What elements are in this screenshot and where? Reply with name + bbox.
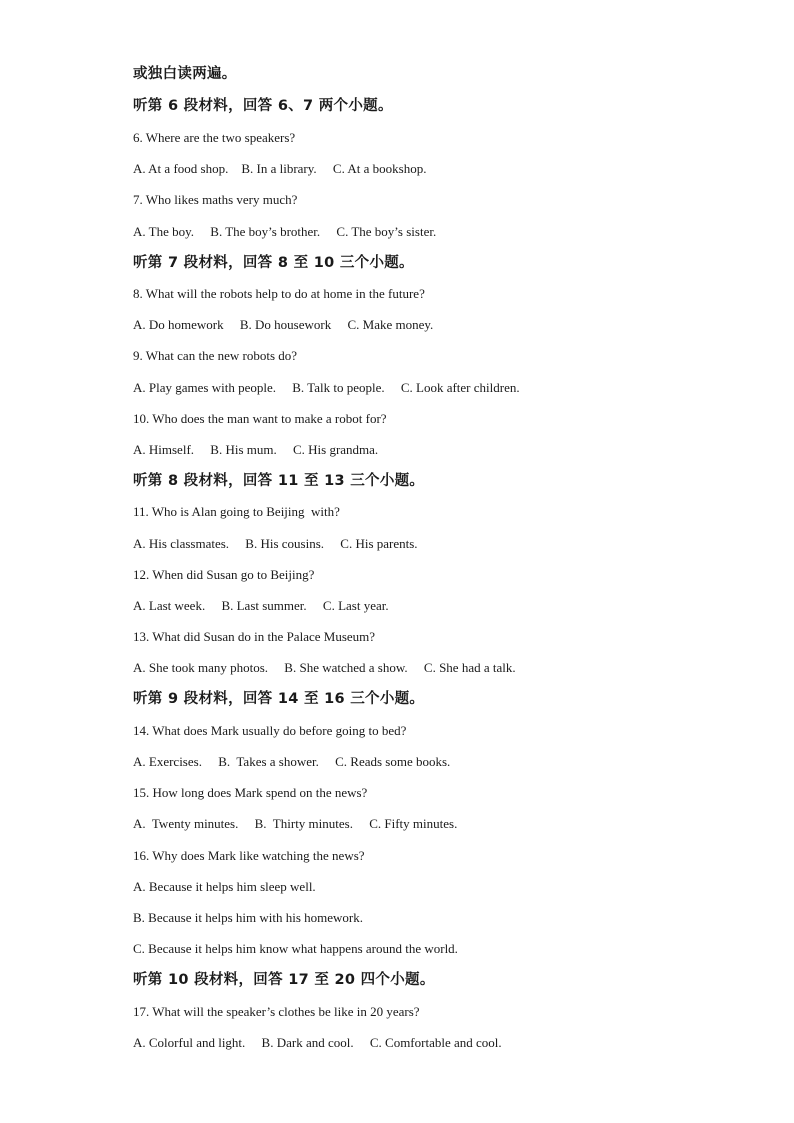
options-17: A. Colorful and light. B. Dark and cool. C. Comfortable and cool.	[133, 1035, 502, 1050]
options-12: A. Last week. B. Last summer. C. Last year.	[133, 598, 389, 613]
question-13: 13. What did Susan do in the Palace Museum?	[133, 629, 376, 644]
options-15: A. Twenty minutes. B. Thirty minutes. C. Fifty minutes.	[133, 816, 458, 831]
options-9: A. Play games with people. B. Talk to people. C. Look after children.	[133, 380, 520, 395]
options-8: A. Do homework B. Do housework C. Make money.	[133, 317, 434, 332]
question-6: 6. Where are the two speakers?	[133, 130, 296, 145]
options-13: A. She took many photos. B. She watched a show. C. She had a talk.	[133, 660, 516, 675]
question-15: 15. How long does Mark spend on the news?	[133, 785, 368, 800]
question-12: 12. When did Susan go to Beijing?	[133, 567, 315, 582]
option-16-c: C. Because it helps him know what happens around the world.	[133, 941, 458, 956]
options-10: A. Himself. B. His mum. C. His grandma.	[133, 442, 379, 457]
options-7: A. The boy. B. The boy’s brother. C. The boy’s sister.	[133, 224, 437, 239]
options-14: A. Exercises. B. Takes a shower. C. Reads some books.	[133, 754, 451, 769]
section-heading-8: 听第 8 段材料，回答 11 至 13 三个小题。	[133, 473, 425, 489]
question-9: 9. What can the new robots do?	[133, 348, 298, 363]
option-16-a: A. Because it helps him sleep well.	[133, 879, 316, 894]
question-16: 16. Why does Mark like watching the news?	[133, 848, 365, 863]
continuation-text: 或独白读两遍。	[133, 66, 237, 82]
question-14: 14. What does Mark usually do before going to bed?	[133, 723, 407, 738]
question-17: 17. What will the speaker’s clothes be like in 20 years?	[133, 1004, 420, 1019]
options-6: A. At a food shop. B. In a library. C. At a bookshop.	[133, 161, 427, 176]
question-11: 11. Who is Alan going to Beijing with?	[133, 504, 340, 519]
section-heading-9: 听第 9 段材料，回答 14 至 16 三个小题。	[133, 691, 425, 707]
options-11: A. His classmates. B. His cousins. C. His parents.	[133, 536, 418, 551]
option-16-b: B. Because it helps him with his homework.	[133, 910, 364, 925]
section-heading-10: 听第 10 段材料，回答 17 至 20 四个小题。	[133, 972, 435, 988]
question-10: 10. Who does the man want to make a robot for?	[133, 411, 387, 426]
question-7: 7. Who likes maths very much?	[133, 192, 298, 207]
section-heading-6: 听第 6 段材料，回答 6、7 两个小题。	[133, 98, 393, 114]
section-heading-7: 听第 7 段材料，回答 8 至 10 三个小题。	[133, 255, 414, 271]
question-8: 8. What will the robots help to do at home in the future?	[133, 286, 425, 301]
